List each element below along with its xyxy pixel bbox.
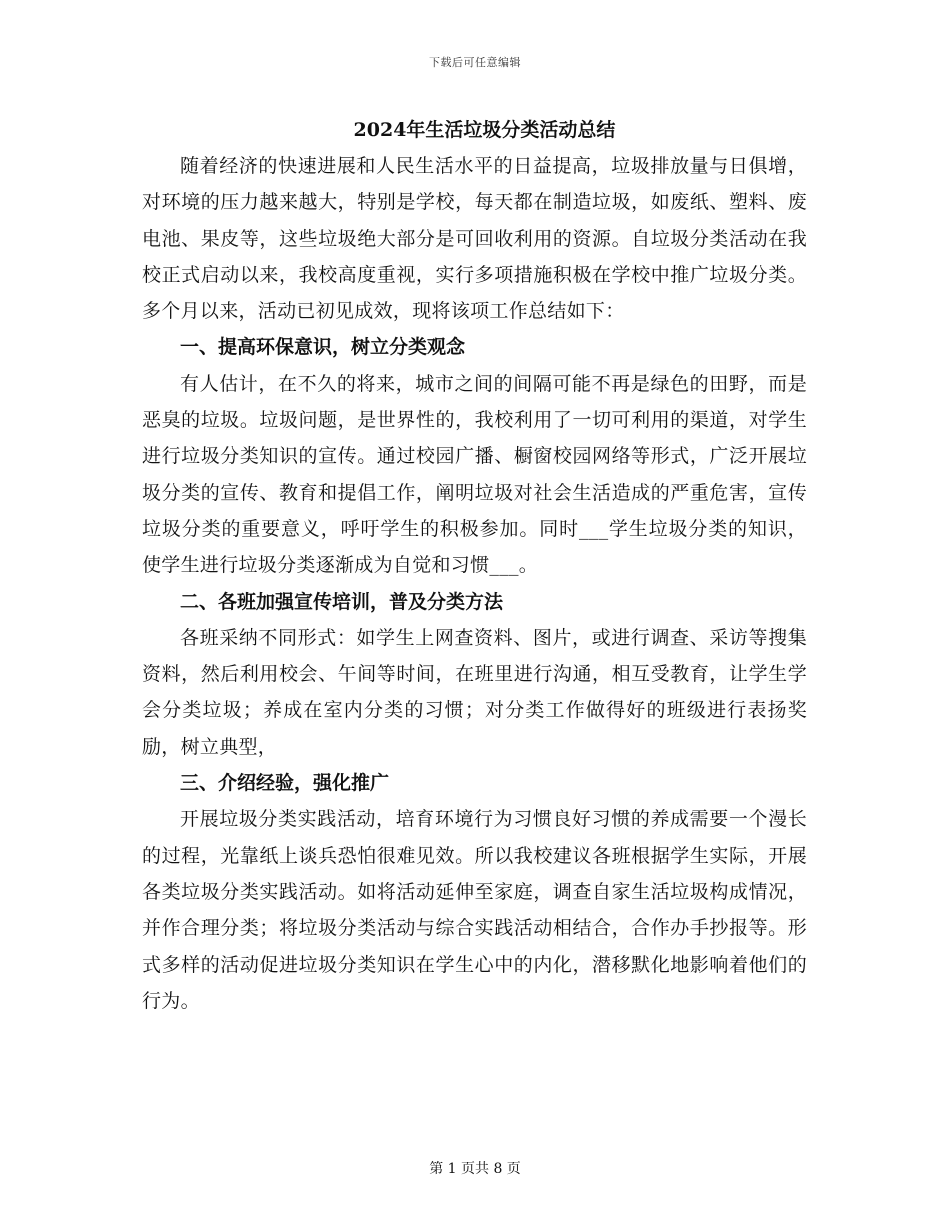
intro-paragraph: 随着经济的快速进展和人民生活水平的日益提高，垃圾排放量与日俱增，对环境的压力越来越大，特别是学校，每天都在制造垃圾，如废纸、塑料、废电池、果皮等，这些垃圾绝大部分是可回收利用的资源。自垃圾分类活动在我校正式启动以来，我校高度重视，实行多项措施积极在学校中推广垃圾分类。多个月以来，活动已初见成效，现将该项工作总结如下：: [142, 155, 807, 323]
page-header: 下载后可任意编辑: [429, 56, 521, 69]
section-heading-1: 一、提高环保意识，树立分类观念: [180, 336, 466, 359]
section-heading-3: 三、介绍经验，强化推广: [180, 772, 390, 795]
section-body-2: 各班采纳不同形式：如学生上网查资料、图片，或进行调查、采访等搜集资料，然后利用校会、午间等时间，在班里进行沟通，相互受教育，让学生学会分类垃圾；养成在室内分类的习惯；对分类工作做得好的班级进行表扬奖励，树立典型，: [142, 626, 807, 758]
document-body: [142, 112, 807, 1019]
section-body-1: 有人估计，在不久的将来，城市之间的间隔可能不再是绿色的田野，而是恶臭的垃圾。垃圾问题，是世界性的，我校利用了一切可利用的渠道，对学生进行垃圾分类知识的宣传。通过校园广播、橱窗校园网络等形式，广泛开展垃圾分类的宣传、教育和提倡工作，阐明垃圾对社会生活造成的严重危害，宣传垃圾分类的重要意义，呼吁学生的积极参加。同时___学生垃圾分类的知识，使学生进行垃圾分类逐渐成为自觉和习惯___。: [142, 372, 807, 577]
page-footer: 第 1 页共 8 页: [429, 1161, 521, 1177]
section-heading-2: 二、各班加强宣传培训，普及分类方法: [180, 590, 504, 613]
section-body-3: 开展垃圾分类实践活动，培育环境行为习惯良好习惯的养成需要一个漫长的过程，光靠纸上谈兵恐怕很难见效。所以我校建议各班根据学生实际，开展各类垃圾分类实践活动。如将活动延伸至家庭，调查自家生活垃圾构成情况，并作合理分类；将垃圾分类活动与综合实践活动相结合，合作办手抄报等。形式多样的活动促进垃圾分类知识在学生心中的内化，潜移默化地影响着他们的行为。: [142, 808, 807, 1012]
document-title: 2024年生活垃圾分类活动总结: [353, 119, 616, 141]
